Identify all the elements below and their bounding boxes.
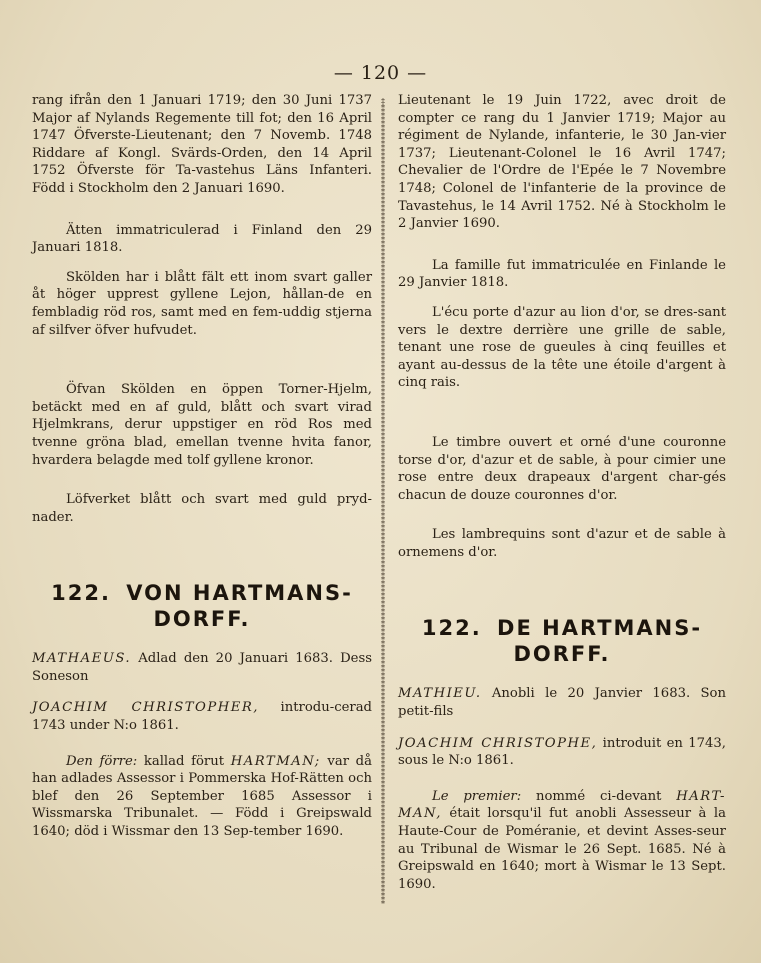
mantling-paragraph-fr: Les lambrequins sont d'azur et de sable à ornemens d'or.: [398, 527, 726, 560]
biography-text-1-fr: nommé ci-devant: [521, 788, 677, 804]
family-number-fr: 122.: [421, 616, 482, 641]
ancestor-text: Adlad den 20 Januari 1683. Dess Soneson: [32, 651, 372, 684]
swedish-column: [32, 92, 372, 841]
introduction-paragraph-fr: [398, 735, 726, 770]
page-number: — 120 —: [333, 62, 428, 84]
ancestor-name-fr: MATHIEU.: [398, 686, 482, 702]
career-paragraph: rang ifrån den 1 Januari 1719; den 30 Juni 1737 Major af Nylands Regemente till fot; den 16 April 1747 Öfverste-Lieutenant; den 7 Novemb. 1748 Riddare af Kongl. Svärds-Orden, den 14 April 1752 Öfverste för Ta-vastehus Läns Infanteri. Född i Stockholm den 2 Januari 1690.: [32, 93, 372, 196]
biography-text-2-fr: était lorsqu'il fut anobli Assesseur à la Haute-Cour de Poméranie, et devint Asses-seur au Tribunal de Wismar le 26 Sept. 1685. Né à Greipswald en 1640; mort à Wismar le 13 Sept. 1690.: [398, 806, 726, 892]
ancestor-paragraph-fr: [398, 685, 726, 720]
helmet-paragraph: Öfvan Skölden en öppen Torner-Hjelm, betäckt med en af guld, blått och svart virad Hjelmkrans, derur uppstiger en röd Ros med tvenne gröna blad, emellan tvenne hvita fanor, hvardera belagde med tolf gyllene kronor.: [32, 382, 372, 468]
french-column: [398, 92, 726, 893]
family-heading-fr: [398, 615, 726, 667]
biography-text-2: var då han adlades Assessor i Pommerska Hof-Rätten och blef den 26 September 1685 Assessor i Wissmarska Tribunalet. — Född i Greipswald 1640; död i Wissmar den 13 Sep-tember 1690.: [32, 753, 372, 840]
family-number: 122.: [51, 581, 111, 606]
ancestor-name: MATHAEUS.: [32, 651, 132, 667]
family-title: VON HARTMANS-DORFF.: [126, 581, 353, 632]
shield-paragraph: Skölden har i blått fält ett inom svart galler åt höger upprest gyllene Lejon, hållan-de en fembladig röd ros, samt med en fem-uddig stjerna af silfver öfver hufvudet.: [32, 269, 372, 338]
grandson-name: JOACHIM CHRISTOPHER,: [32, 700, 259, 716]
former-name: HARTMAN;: [230, 753, 321, 769]
immatriculation-paragraph: Ätten immatriculerad i Finland den 29 Januari 1818.: [32, 222, 372, 256]
ancestor-paragraph: [32, 650, 372, 685]
biography-paragraph: [32, 753, 372, 841]
biography-lead-fr: Le premier:: [432, 788, 522, 804]
introduction-text-fr: introduit en 1743, sous le N:o 1861.: [398, 735, 726, 769]
biography-paragraph-fr: [398, 788, 726, 894]
introduction-paragraph: [32, 699, 372, 734]
immatriculation-paragraph-fr: La famille fut immatriculée en Finlande le 29 Janvier 1818.: [398, 257, 726, 291]
family-heading: [32, 580, 372, 632]
grandson-name-fr: JOACHIM CHRISTOPHE,: [398, 735, 598, 751]
biography-text-1: kallad förut: [137, 753, 231, 769]
shield-paragraph-fr: L'écu porte d'azur au lion d'or, se dres-sant vers le dextre derrière une grille de sable, tenant une rose de gueules à cinq feuilles et ayant au-dessus de la tête une étoile d'argent à cinq rais.: [398, 304, 726, 391]
introduction-text: introdu-cerad 1743 under N:o 1861.: [32, 700, 372, 734]
former-name-fr: HART-MAN,: [398, 788, 727, 822]
column-divider-ornament: ‡ ⁑ ⁑ ⁑ ⁑ ⁑ ⁑ ⁑ ⁑ ⁑ ⁑ ⁑ ⁑ ⁑ ⁑ ⁑ ⁑ ⁑ ⁑ ⁑ ⁑ ⁑ ⁑ ⁑ ⁑ ⁑ ⁑ ⁑ ⁑ ⁑ ⁑ ⁑ ⁑ ⁑ ⁑ ⁑ ⁑ ⁑ ⁑ ⁑ ⁑ ⁑ ⁑ ⁑ ⁑ ⁑ ⁑ ⁑ ⁑ ⁑ ⁑ ⁑ ⁑ ⁑ ⁑ ⁑ ⁑ ⁑ ⁑ ⁑ ⁑ ⁑ ⁑ ⁑ ⁑ ⁑ ⁑ ⁑ ⁑ ⁑ ⁑ ⁑ ⁑ ⁑ ⁑ ⁑ ⁑ ⁑ ⁑ ⁑ ⁑ ⁑ ⁑ ⁑ ⁑ ⁑ ⁑ ⁑ ⁑ ⁑ ⁑ ⁑ ⁑ ⁑ ⁑ ⁑ ⁑ ⁑ ⁑ ⁑ ⁑: [381, 97, 385, 906]
ancestor-text-fr: Anobli le 20 Janvier 1683. Son petit-fils: [398, 686, 726, 720]
mantling-paragraph: Löfverket blått och svart med guld pryd-nader.: [32, 492, 372, 525]
career-paragraph-fr: Lieutenant le 19 Juin 1722, avec droit de compter ce rang du 1 Janvier 1719; Major au régiment de Nylande, infanterie, le 30 Jan-vier 1737; Lieutenant-Colonel le 16 Avril 1747; Chevalier de l'Ordre de l'Epée le 7 Novembre 1748; Colonel de l'infanterie de la province de Tavastehus, le 14 Avril 1752. Né à Stockholm le 2 Janvier 1690.: [398, 93, 726, 232]
family-title-fr: DE HARTMANS-DORFF.: [497, 616, 703, 667]
biography-lead: Den förre:: [66, 753, 138, 769]
helmet-paragraph-fr: Le timbre ouvert et orné d'une couronne torse d'or, d'azur et de sable, à pour cimier une rose entre deux drapeaux d'argent char-gés chacun de douze couronnes d'or.: [398, 434, 726, 503]
